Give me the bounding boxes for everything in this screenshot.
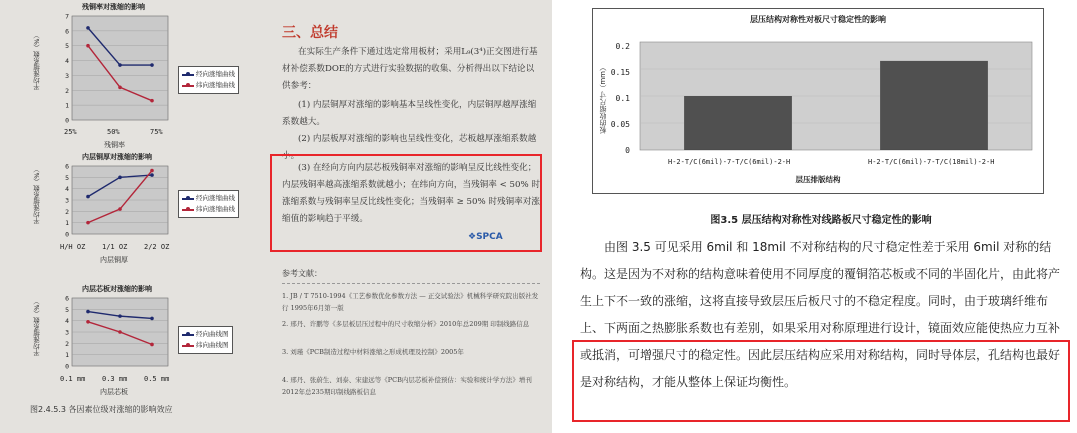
chart1-title: 残铜率对涨缩的影响 [82,3,145,11]
y-tick-label: 0 [65,230,69,239]
bar [880,61,988,150]
legend-label: 经向涨缩曲线 [196,194,235,202]
chart1-plot [54,12,174,124]
chart3-xtick: 0.1 mm [60,375,86,383]
y-tick-label: 0 [65,362,69,371]
spca-logo: ❖SPCA [468,232,503,242]
legend-label: 经向曲线图 [196,330,229,338]
y-tick-label: 5 [65,305,69,314]
legend-label: 纬向涨缩曲线 [196,205,235,213]
y-tick-label: 1 [65,101,69,110]
chart3-ylabel: 平均涨缩系数（%） [33,298,41,357]
legend-label: 经向涨缩曲线 [196,70,235,78]
reference-item: 3. 刘瑾《PCB制造过程中材料涨缩之形成机理及控制》2005年 [282,348,464,356]
chart1-ylabel: 平均涨缩系数（%） [33,32,41,91]
data-point [86,44,90,48]
data-point [118,86,122,90]
y-tick-label: 7 [65,12,69,21]
bar-chart-ytick: 0 [625,146,630,155]
references-title: 参考文献： [282,269,322,278]
chart3-xtick: 0.3 mm [102,375,128,383]
legend-label: 纬向涨缩曲线 [196,81,235,89]
y-tick-label: 3 [65,196,69,205]
chart2-xlabel: 内层铜厚 [100,256,128,264]
data-point [118,176,122,180]
data-point [150,343,154,347]
section-heading: 三、总结 [282,25,338,41]
bar-chart-xlabel: 层压排版结构 [795,175,841,184]
divider [282,283,540,284]
y-tick-label: 5 [65,42,69,51]
data-point [150,99,154,103]
chart2-plot [54,162,174,238]
plot-area [72,16,168,120]
data-point [86,310,90,314]
y-tick-label: 4 [65,185,69,194]
data-point [86,221,90,225]
y-tick-label: 4 [65,57,69,66]
data-point [118,63,122,67]
left-highlight-box [270,154,542,252]
chart1-xlabel: 残铜率 [104,141,125,149]
chart2-xtick: H/H OZ [60,243,86,251]
data-point [150,317,154,321]
y-tick-label: 2 [65,86,69,95]
data-point [150,169,154,173]
bar-chart-ylabel: 板的收缩尺寸（mm） [599,64,607,134]
right-highlight-box [572,340,1070,422]
reference-item: 4. 邢丹、张蔚生、刘泰、宋建远等《PCB内层芯板补偿预估：实验和统计学方法》增刊2012年总235期印制线路板信息 [282,376,532,396]
chart2-xtick: 2/2 OZ [144,243,170,251]
right-paragraph: 由图 3.5 可见采用 6mil 和 18mil 不对称结构的尺寸稳定性差于采用 6mil 对称的结构。这是因为不对称的结构意味着使用不同厚度的覆铜箔芯板或不同的半固化片，由此将产生上下不一致的涨缩，这将直接导致层压后板尺寸的不稳定程度。同时，由于玻璃纤维布上、下两面之热膨胀系数也有差别，如果采用对称原理进行设计，镜面效应能使热应力互补或抵消，可增强尺寸的稳定性。因此层压结构应采用对称结构，同时导体层，孔结构也最好是对称结构，才能从整体上保证均衡性。 [580,240,1061,389]
bar-chart-plot [640,36,1036,154]
data-point [150,173,154,177]
bar-chart-xtick: H-2-T/C(6mil)-7-T/C(18mil)-2-H [868,158,995,166]
y-tick-label: 4 [65,317,69,326]
data-point [118,330,122,334]
logo-text: SPCA [476,232,503,242]
y-tick-label: 1 [65,219,69,228]
reference-item: 1. JB / T 7510-1994《工艺参数优化参数方法 — 正交试验法》机械科学研究院出版社发行 1995年6月第一版 [282,292,539,312]
data-point [86,320,90,324]
chart3-plot [54,294,174,370]
y-tick-label: 2 [65,339,69,348]
y-tick-label: 0 [65,116,69,125]
y-tick-label: 3 [65,71,69,80]
y-tick-label: 5 [65,173,69,182]
chart3-title: 内层芯板对涨缩的影响 [82,285,152,293]
reference-item: 2. 邢丹、许鹏等《多层板层压过程中的尺寸收缩分析》2010年总209期 印制线路信息 [282,320,530,328]
y-tick-label: 6 [65,162,69,171]
left-paragraph: 在实际生产条件下通过选定常用板材；采用L₉(3⁴)正交图进行基材补偿系数DOE的方式进行实验数据的收集、分析得出以下结论以供参考： [282,47,538,91]
data-point [118,314,122,318]
y-tick-label: 6 [65,27,69,36]
chart2-xtick: 1/1 OZ [102,243,128,251]
bar-chart-ytick: 0.15 [610,68,630,77]
chart3-xtick: 0.5 mm [144,375,170,383]
legend-label: 纬向曲线图 [196,341,229,349]
y-tick-label: 3 [65,328,69,337]
chart2-legend [178,190,239,218]
left-figure-caption: 图2.4.5.3 各因素位级对涨缩的影响效应 [30,405,173,414]
bar-chart-xtick: H-2-T/C(6mil)-7-T/C(6mil)-2-H [668,158,791,166]
y-tick-label: 1 [65,351,69,360]
bar-chart-ytick: 0.1 [615,94,630,103]
chart1-xtick: 50% [107,128,120,136]
left-paragraph: (2) 内层板厚对涨缩的影响也呈线性变化，芯板越厚涨缩系数越小。 [282,134,537,161]
data-point [118,207,122,211]
chart1-legend [178,66,239,94]
chart1-xtick: 75% [150,128,163,136]
y-tick-label: 6 [65,294,69,303]
chart3-legend [178,326,233,354]
data-point [150,63,154,67]
chart1-xtick: 25% [64,128,77,136]
bar [684,96,792,150]
data-point [86,195,90,199]
chart3-xlabel: 内层芯板 [100,388,128,396]
chart2-ylabel: 平均涨缩系数（%） [33,166,41,225]
bar-chart-ytick: 0.2 [615,42,630,51]
right-figure-caption: 图3.5 层压结构对称性对线路板尺寸稳定性的影响 [710,215,932,226]
y-tick-label: 2 [65,207,69,216]
data-point [86,26,90,30]
chart2-title: 内层铜厚对涨缩的影响 [82,153,152,161]
bar-chart-ytick: 0.05 [610,120,630,129]
bar-chart-title: 层压结构对称性对板尺寸稳定性的影响 [750,15,886,24]
left-paragraph: (1) 内层铜厚对涨缩的影响基本呈线性变化，内层铜厚越厚涨缩系数越大。 [282,100,537,127]
left-paragraph-highlighted: (3) 在经向方向内层芯板残铜率对涨缩的影响呈反比线性变化；内层残铜率越高涨缩系数就越小；在纬向方向，当残铜率 < 50% 时涨缩系数与残铜率呈反比线性变化；当残铜率 ≥ 50% 时残铜率对涨缩值的影响趋于平缓。 [282,163,540,224]
